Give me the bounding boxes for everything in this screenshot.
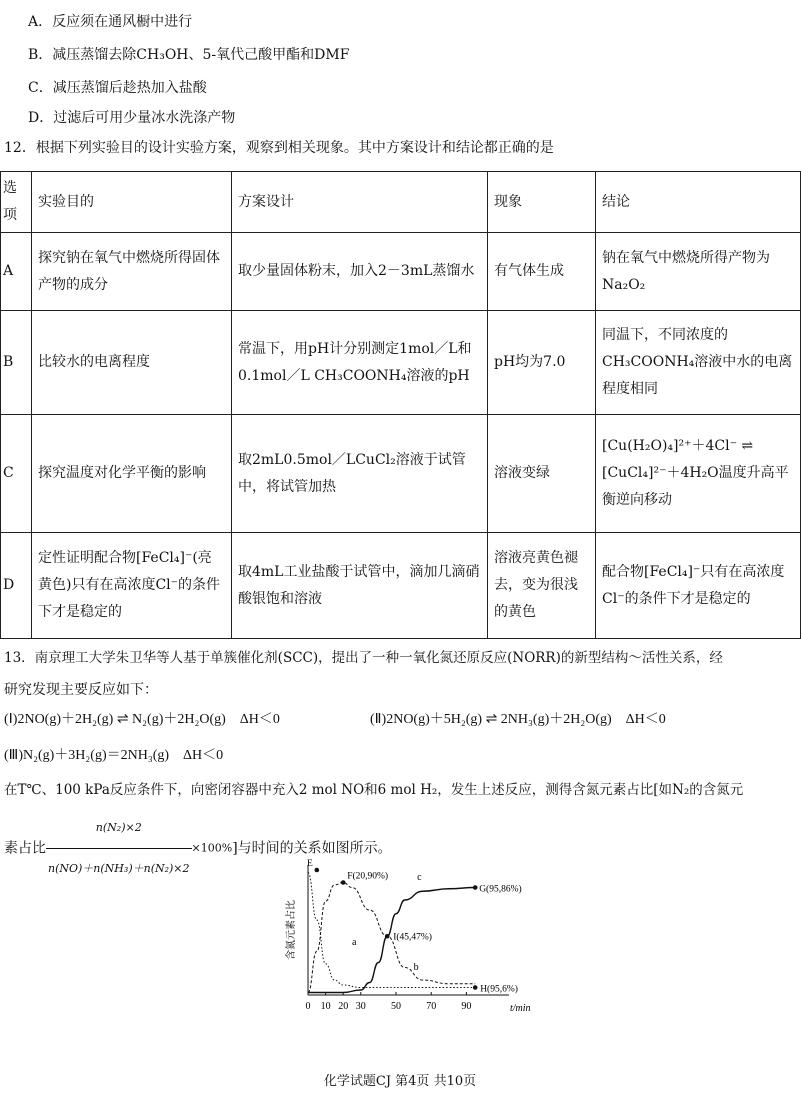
x-tick-label: 20 [338,1001,349,1012]
row-a-option: A [1,233,32,311]
fraction-percent: ×100% [191,841,233,855]
q11-option-c: C．减压蒸馏后趁热加入盐酸 [28,80,207,96]
reaction-3: (Ⅲ)N₂(g)＋3H₂(g)＝2NH₃(g) ΔH＜0 [4,748,224,763]
x-tick-label: 50 [391,1001,401,1012]
experiment-table [0,171,801,639]
row-b-option: B [1,311,32,415]
point-label-F: F(20,90%) [347,871,389,882]
point-F [341,880,346,885]
q11-option-d: D．过滤后可用少量冰水洗涤产物 [28,110,236,126]
reaction-1: (Ⅰ)2NO(g)＋2H₂(g) ⇌ N₂(g)＋2H₂O(g) ΔH＜0 [4,712,280,727]
point-label-E: E [306,859,313,869]
nitrogen-ratio-chart [284,859,531,1020]
point-G [473,885,478,890]
point-E [315,868,320,873]
q13-condition-line1: 在T℃、100 kPa反应条件下，向密闭容器中充入2 mol NO和6 mol H₂，发生上述反应，测得含氮元素占比[如N₂的含氮元 [4,782,744,798]
row-c-phenomenon: 溶液变绿 [488,415,596,533]
series-label-b: b [413,962,419,973]
row-d-phenomenon: 溶液亮黄色褪去，变为很浅的黄色 [488,533,596,639]
x-tick-label: 10 [320,1001,331,1012]
series-label-a: a [352,937,357,948]
fraction-numerator: n(N₂)×2 [46,808,192,849]
q12-stem: 12．根据下列实验目的设计实验方案，观察到相关现象。其中方案设计和结论都正确的是 [4,140,554,156]
point-label-G: G(95,86%) [479,884,522,895]
row-d-option: D [1,533,32,639]
header-option: 选项 [1,172,32,233]
row-b-design: 常温下，用pH计分别测定1mol／L和0.1mol／L CH₃COONH₄溶液的pH [232,311,488,415]
table-row [1,415,801,533]
point-label-I: I(45,47%) [393,932,432,943]
x-tick-label: 0 [305,1001,311,1012]
y-axis-label: 含氮元素占比 [286,900,297,960]
table-header-row [1,172,801,233]
reaction-2: (Ⅱ)2NO(g)＋5H₂(g) ⇌ 2NH₃(g)＋2H₂O(g) ΔH＜0 [370,712,666,727]
point-H [473,985,478,990]
page-footer: 化学试题CJ 第4页 共10页 [323,1074,477,1089]
row-a-purpose: 探究钠在氧气中燃烧所得固体产物的成分 [32,233,232,311]
row-c-purpose: 探究温度对化学平衡的影响 [32,415,232,533]
row-d-conclusion: 配合物[FeCl₄]⁻只有在高浓度Cl⁻的条件下才是稳定的 [596,533,801,639]
curve-b [308,883,475,993]
x-tick-label: 90 [461,1001,472,1012]
row-c-design: 取2mL0.5mol／LCuCl₂溶液于试管中，将试管加热 [232,415,488,533]
row-c-option: C [1,415,32,533]
series-label-c: c [417,872,422,883]
fraction-denominator: n(NO)＋n(NH₃)＋n(N₂)×2 [48,862,190,875]
x-tick-label: 70 [426,1001,437,1012]
row-a-design: 取少量固体粉末，加入2－3mL蒸馏水 [232,233,488,311]
condition-prefix: 素占比 [4,840,46,857]
q11-option-b: B．减压蒸馏去除CH₃OH、5-氧代己酸甲酯和DMF [28,47,350,63]
condition-suffix: ]与时间的关系如图所示。 [232,840,392,857]
table-row [1,533,801,639]
q13-stem-line2: 研究发现主要反应如下： [4,682,158,698]
row-a-conclusion: 钠在氧气中燃烧所得产物为Na₂O₂ [596,233,801,311]
header-purpose: 实验目的 [32,172,232,233]
row-b-conclusion: 同温下，不同浓度的CH₃COONH₄溶液中水的电离程度相同 [596,311,801,415]
table-row [1,311,801,415]
row-d-purpose: 定性证明配合物[FeCl₄]⁻(亮黄色)只有在高浓度Cl⁻的条件下才是稳定的 [32,533,232,639]
point-label-H: H(95,6%) [480,984,518,995]
table-row [1,233,801,311]
row-b-purpose: 比较水的电离程度 [32,311,232,415]
curve-a [308,873,475,988]
x-tick-label: 30 [355,1001,366,1012]
row-c-conclusion: [Cu(H₂O)₄]²⁺＋4Cl⁻ ⇌ [CuCl₄]²⁻＋4H₂O温度升高平衡逆向移动 [596,415,801,533]
q11-option-a: A．反应须在通风橱中进行 [28,14,193,30]
point-I [385,934,390,939]
header-phenomenon: 现象 [488,172,596,233]
q13-stem-line1: 13．南京理工大学朱卫华等人基于单簇催化剂(SCC)，提出了一种一氧化氮还原反应(NORR)的新型结构～活性关系，经 [4,650,723,666]
x-axis-label: t/min [510,1003,531,1014]
row-a-phenomenon: 有气体生成 [488,233,596,311]
ratio-fraction [46,808,192,889]
row-d-design: 取4mL工业盐酸于试管中，滴加几滴硝酸银饱和溶液 [232,533,488,639]
header-conclusion: 结论 [596,172,801,233]
header-design: 方案设计 [232,172,488,233]
row-b-phenomenon: pH均为7.0 [488,311,596,415]
